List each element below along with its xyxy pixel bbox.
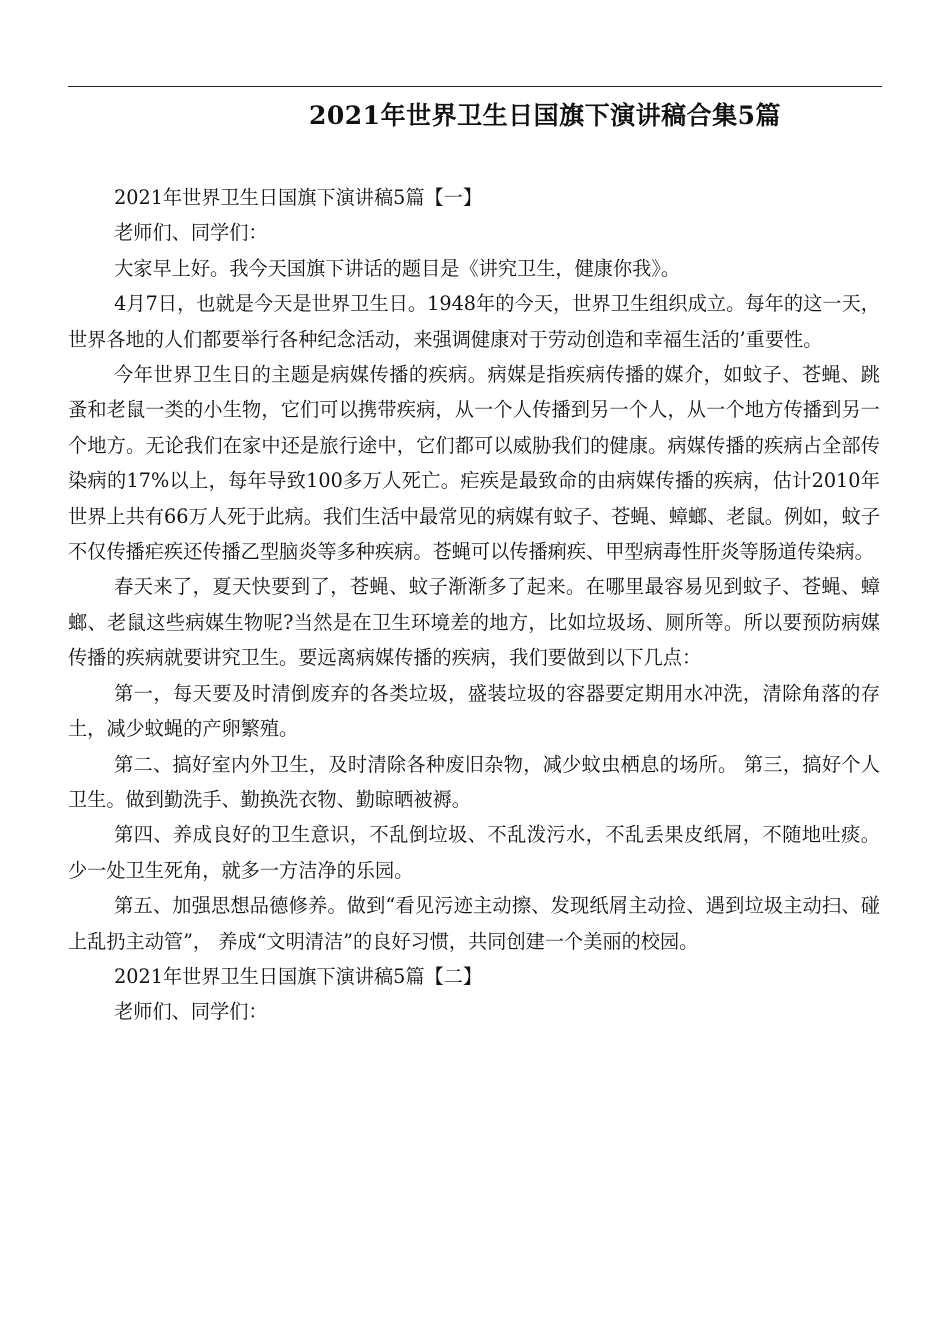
- paragraph: 今年世界卫生日的主题是病媒传播的疾病。病媒是指疾病传播的媒介，如蚊子、苍蝇、跳蚤和老鼠一类的小生物，它们可以携带疾病，从一个人传播到另一个人，从一个地方传播到另一个地方。无论我们在家中还是旅行途中，它们都可以威胁我们的健康。病媒传播的疾病占全部传染病的17%以上，每年导致100多万人死亡。疟疾是最致命的由病媒传播的疾病，估计2010年世界上共有66万人死于此病。我们生活中最常见的病媒有蚊子、苍蝇、蟑螂、老鼠。例如，蚊子不仅传播疟疾还传播乙型脑炎等多种疾病。苍蝇可以传播痢疾、甲型病毒性肝炎等肠道传染病。: [68, 363, 880, 564]
- paragraph: 4月7日，也就是今天是世界卫生日。1948年的今天，世界卫生组织成立。每年的这一天， 世界各地的人们都要举行各种纪念活动，来强调健康对于劳动创造和幸福生活的’重要性。: [68, 292, 880, 351]
- salutation: 老师们、同学们：: [114, 1000, 268, 1024]
- salutation: 老师们、同学们：: [114, 221, 268, 245]
- paragraph: 第一，每天要及时清倒废弃的各类垃圾，盛装垃圾的容器要定期用水冲洗，清除角落的存土，减少蚊蝇的产卵繁殖。: [68, 681, 880, 741]
- paragraph: 第五、加强思想品德修养。做到“看见污迹主动擦、发现纸屑主动捡、遇到垃圾主动扫、碰上乱扔主动管”， 养成“文明清洁”的良好习惯，共同创建一个美丽的校园。: [68, 894, 880, 953]
- paragraph: 第四、养成良好的卫生意识，不乱倒垃圾、不乱泼污水，不乱丢果皮纸屑，不随地吐痰。少一处卫生死角，就多一方洁净的乐园。: [68, 823, 880, 882]
- document-body: [68, 180, 880, 1030]
- paragraph: 第二、搞好室内外卫生，及时清除各种废旧杂物，减少蚊虫栖息的场所。 第三，搞好个人卫生。做到勤洗手、勤换洗衣物、勤晾晒被褥。: [68, 752, 880, 811]
- document-title: 2021年世界卫生日国旗下演讲稿合集5篇: [309, 101, 781, 130]
- section-heading-1: 2021年世界卫生日国旗下演讲稿5篇【一】: [114, 186, 483, 209]
- section-heading-2: 2021年世界卫生日国旗下演讲稿5篇【二】: [114, 964, 483, 988]
- paragraph: 大家早上好。我今天国旗下讲话的题目是《讲究卫生，健康你我》。: [114, 256, 681, 280]
- header-rule: [68, 86, 882, 87]
- paragraph: 春天来了，夏天快要到了，苍蝇、蚊子渐渐多了起来。在哪里最容易见到蚊子、苍蝇、蟑螂、老鼠这些病媒生物呢?当然是在卫生环境差的地方，比如垃圾场、厕所等。所以要预防病媒传播的疾病就要讲究卫生。要远离病媒传播的疾病，我们要做到以下几点：: [68, 575, 880, 670]
